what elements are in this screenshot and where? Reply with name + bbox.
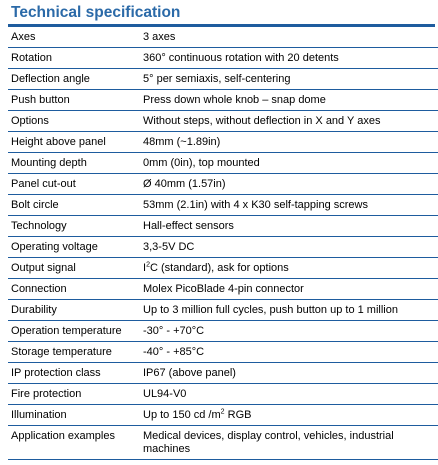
spec-label: Options xyxy=(8,111,140,132)
value-text: I xyxy=(143,262,147,274)
spec-label: Rotation xyxy=(8,48,140,69)
spec-row-deflection-angle xyxy=(8,69,438,90)
spec-row-height-above-panel xyxy=(8,132,438,153)
spec-value xyxy=(140,405,438,426)
spec-row-bolt-circle xyxy=(8,195,438,216)
spec-row-ip-protection-class xyxy=(8,363,438,384)
spec-row-panel-cut-out xyxy=(8,174,438,195)
spec-label: Mounting depth xyxy=(8,153,140,174)
spec-row-axes xyxy=(8,27,438,48)
spec-row-options xyxy=(8,111,438,132)
spec-label: Technology xyxy=(8,216,140,237)
spec-label: Fire protection xyxy=(8,384,140,405)
spec-value: 0mm (0in), top mounted xyxy=(140,153,438,174)
spec-value: 3 axes xyxy=(140,27,438,48)
spec-row-output-signal xyxy=(8,258,438,279)
spec-value: 53mm (2.1in) with 4 x K30 self-tapping screws xyxy=(140,195,438,216)
spec-label: Storage temperature xyxy=(8,342,140,363)
spec-value: -40° - +85°C xyxy=(140,342,438,363)
superscript: 2 xyxy=(220,408,225,416)
spec-row-push-button xyxy=(8,90,438,111)
spec-value: 3,3-5V DC xyxy=(140,237,438,258)
spec-row-fire-protection xyxy=(8,384,438,405)
spec-label: Panel cut-out xyxy=(8,174,140,195)
value-text: RGB xyxy=(224,409,252,421)
spec-value: UL94-V0 xyxy=(140,384,438,405)
spec-value: Up to 3 million full cycles, push button up to 1 million xyxy=(140,300,438,321)
spec-row-mounting-depth xyxy=(8,153,438,174)
spec-sheet xyxy=(8,3,435,460)
spec-label: Durability xyxy=(8,300,140,321)
spec-label: Operating voltage xyxy=(8,237,140,258)
spec-row-technology xyxy=(8,216,438,237)
spec-value: -30° - +70°C xyxy=(140,321,438,342)
spec-label: Deflection angle xyxy=(8,69,140,90)
superscript: 2 xyxy=(146,261,150,269)
spec-label: Bolt circle xyxy=(8,195,140,216)
spec-row-illumination xyxy=(8,405,438,426)
spec-table xyxy=(8,27,438,460)
spec-value: 360° continuous rotation with 20 detents xyxy=(140,48,438,69)
spec-value: 48mm (~1.89in) xyxy=(140,132,438,153)
spec-row-operation-temperature xyxy=(8,321,438,342)
spec-value: Hall-effect sensors xyxy=(140,216,438,237)
spec-value: IP67 (above panel) xyxy=(140,363,438,384)
spec-row-storage-temperature xyxy=(8,342,438,363)
value-text: Up to 150 cd /m xyxy=(143,409,221,421)
spec-value: Molex PicoBlade 4-pin connector xyxy=(140,279,438,300)
spec-value: Medical devices, display control, vehicles, industrial machines xyxy=(140,426,438,460)
spec-row-operating-voltage xyxy=(8,237,438,258)
spec-value: Press down whole knob – snap dome xyxy=(140,90,438,111)
spec-label: Connection xyxy=(8,279,140,300)
spec-label: Operation temperature xyxy=(8,321,140,342)
spec-value: Without steps, without deflection in X and Y axes xyxy=(140,111,438,132)
spec-label: Illumination xyxy=(8,405,140,426)
spec-row-connection xyxy=(8,279,438,300)
spec-label: Application examples xyxy=(8,426,140,460)
value-text: C (standard), ask for options xyxy=(149,262,289,274)
spec-value: 5° per semiaxis, self-centering xyxy=(140,69,438,90)
spec-label: IP protection class xyxy=(8,363,140,384)
spec-row-rotation xyxy=(8,48,438,69)
spec-row-durability xyxy=(8,300,438,321)
spec-label: Height above panel xyxy=(8,132,140,153)
spec-label: Axes xyxy=(8,27,140,48)
spec-value: Ø 40mm (1.57in) xyxy=(140,174,438,195)
section-title: Technical specification xyxy=(11,4,181,21)
spec-row-application-examples xyxy=(8,426,438,460)
spec-label: Push button xyxy=(8,90,140,111)
spec-label: Output signal xyxy=(8,258,140,279)
spec-value xyxy=(140,258,438,279)
